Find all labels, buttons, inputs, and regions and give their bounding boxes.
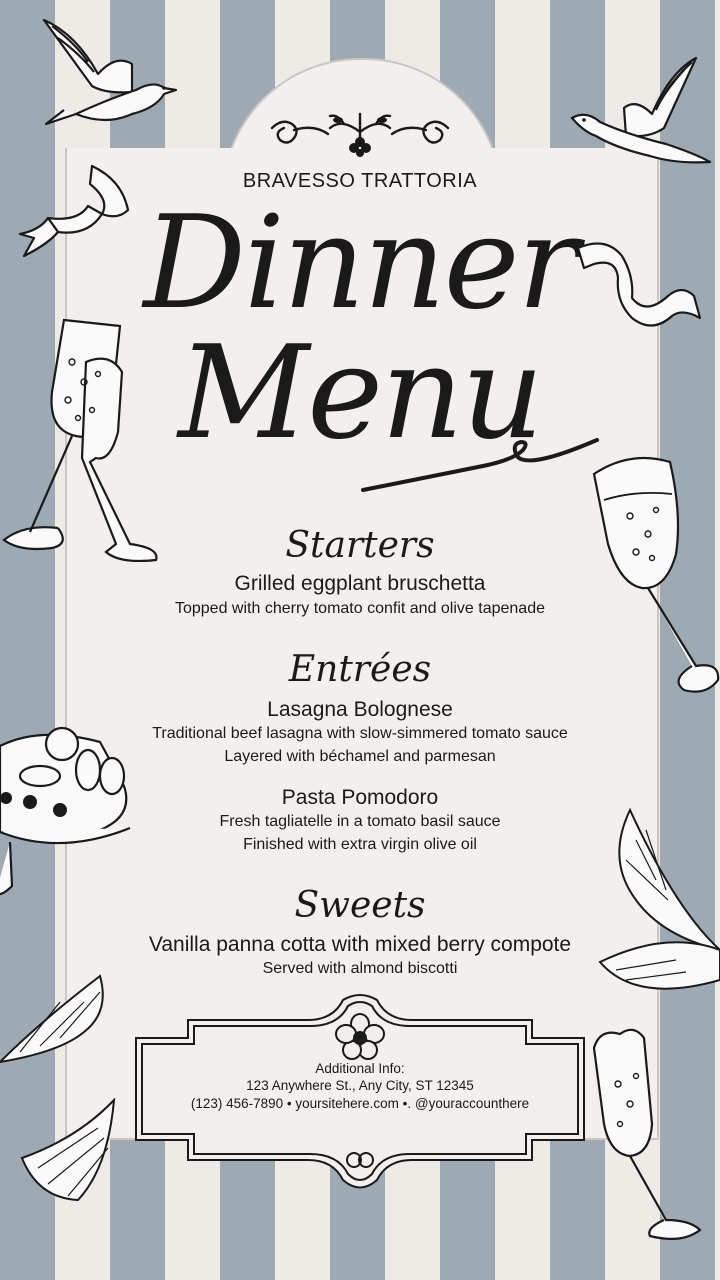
floral-ornament-icon — [270, 106, 450, 158]
champagne-glasses-icon — [0, 312, 160, 562]
title-swash-icon — [355, 430, 605, 500]
palm-leaf-icon — [18, 1098, 118, 1206]
ribbon-icon — [18, 160, 136, 270]
menu-title-line2: Menu — [178, 319, 542, 468]
dove-icon — [566, 52, 716, 170]
info-heading: Additional Info: — [315, 1061, 405, 1076]
flower-icon — [334, 1012, 386, 1062]
section-title-sweets: Sweets — [294, 885, 426, 926]
restaurant-name: BRAVESSO TRATTORIA — [242, 170, 478, 192]
beer-glass-icon — [590, 1024, 714, 1246]
menu-title-line1: Dinner — [143, 189, 577, 338]
cake-icon — [0, 706, 142, 902]
section-title-entrees: Entrées — [288, 649, 432, 690]
section-title-starters: Starters — [285, 525, 435, 566]
palm-leaf-icon — [596, 800, 720, 1014]
menu-item-description: Layered with béchamel and parmesan — [224, 748, 496, 765]
menu-item-description: Served with almond biscotti — [262, 960, 458, 977]
info-contact: (123) 456-7890 • yoursitehere.com •. @youraccounthere — [190, 1096, 530, 1111]
champagne-glass-icon — [590, 454, 720, 696]
menu-item-description: Fresh tagliatelle in a tomato basil sauce — [219, 813, 501, 830]
menu-item-description: Traditional beef lasagna with slow-simmered tomato sauce — [152, 725, 568, 742]
palm-leaf-icon — [0, 972, 126, 1068]
menu-item-name: Vanilla panna cotta with mixed berry compote — [148, 933, 572, 956]
menu-item-name: Grilled eggplant bruschetta — [234, 572, 486, 595]
menu-item-name: Lasagna Bolognese — [267, 698, 453, 721]
menu-item-description: Topped with cherry tomato confit and olive tapenade — [174, 600, 545, 617]
dove-icon — [36, 14, 181, 134]
info-address: 123 Anywhere St., Any City, ST 12345 — [246, 1078, 474, 1093]
menu-item-description: Finished with extra virgin olive oil — [243, 836, 477, 853]
rings-ornament-icon — [344, 1150, 376, 1170]
ribbon-icon — [576, 236, 702, 332]
menu-item-name: Pasta Pomodoro — [281, 786, 439, 809]
